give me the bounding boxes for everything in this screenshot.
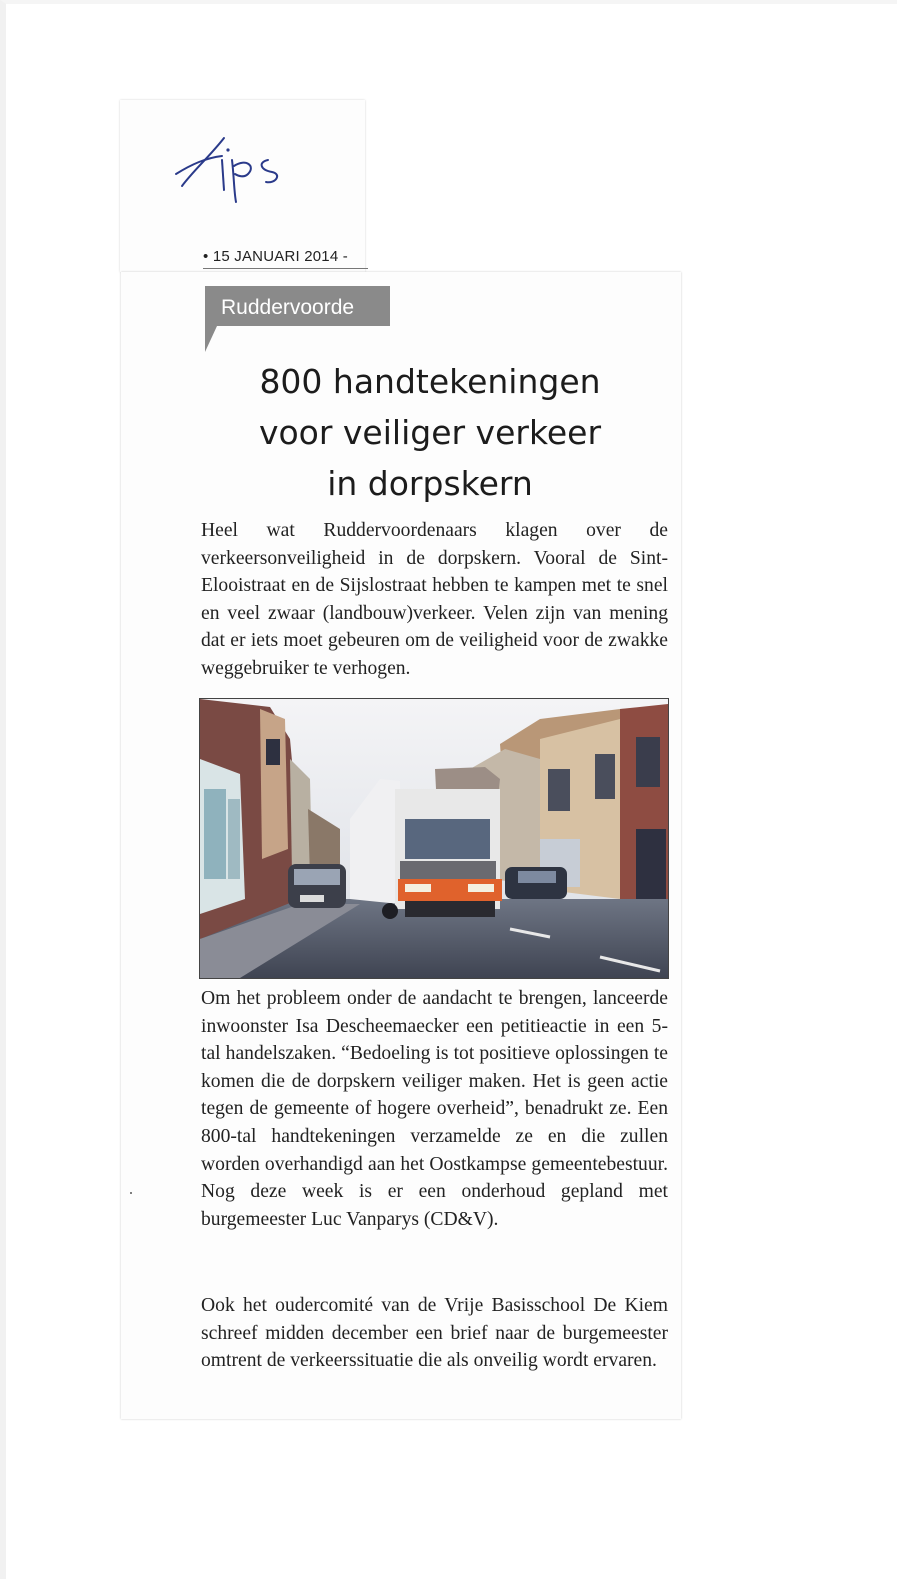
street-with-truck-photo [199,698,669,979]
section-tag-label: Ruddervoorde [221,296,355,319]
dateline: • 15 JANUARI 2014 - [203,248,348,265]
headline-line: 800 handtekeningen [259,362,601,401]
headline-line: in dorpskern [327,464,533,503]
body-paragraph-1: Om het probleem onder de aandacht te brengen, lanceerde inwoonster Isa Descheemaecker een petitieactie in een 5-tal handelszaken. “Bedoeling is tot positieve oplossingen te komen die de dorpskern veiliger maken. Het is geen actie tegen de gemeente of hogere overheid”, benadrukt ze. Een 800-tal handtekeningen verzamelde ze en die zullen worden overhandigd aan het Oostkampse gemeentebestuur. Nog deze week is er een onderhoud gepland met burgemeester Luc Vanparys (CD&V). [201,988,668,1230]
headline [200,356,660,509]
scan-speck [130,1192,132,1194]
handwritten-tips-note [172,130,302,205]
section-tag-flap [205,326,217,352]
body-paragraph-2: Ook het oudercomité van de Vrije Basisschool De Kiem schreef midden december een brief naar de burgemeester omtrent de verkeerssituatie die als onveilig wordt ervaren. [201,1295,668,1372]
dateline-rule [203,268,368,269]
headline-line: voor veiliger verkeer [258,413,602,452]
lead-paragraph: Heel wat Ruddervoordenaars klagen over de verkeersonveiligheid in de dorpskern. Vooral de Sint-Elooistraat en de Sijslostraat hebben te kampen met te snel en veel zwaar (landbouw)verkeer. Velen zijn van mening dat er iets moet gebeuren om de veiligheid voor de zwakke weggebruiker te verhogen. [201,520,668,679]
